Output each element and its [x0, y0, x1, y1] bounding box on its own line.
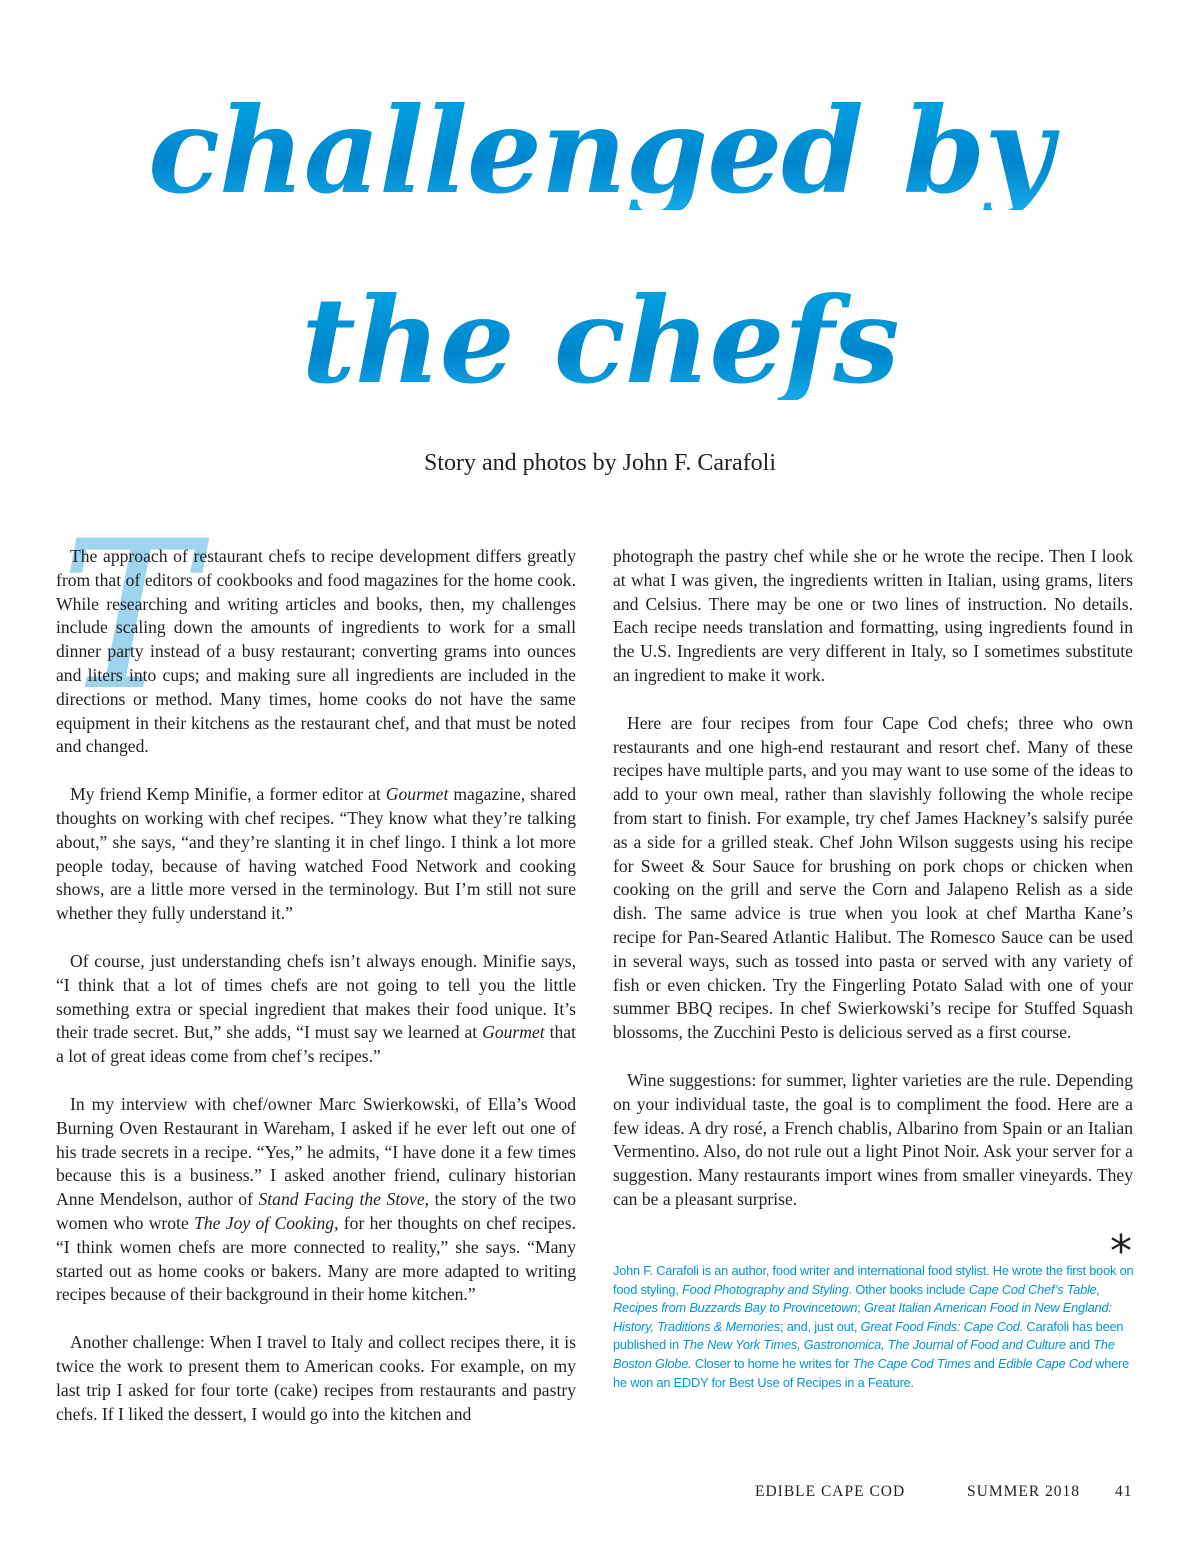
page-number: 41	[1115, 1483, 1133, 1500]
title-line-2: the chefs	[0, 282, 1200, 400]
paragraph: My friend Kemp Minifie, a former editor at Gourmet magazine, shared thoughts on working with chef recipes. “They know what they’re talking about,” she says, “and they’re slanting it in chef lingo. I think a lot more people today, because of having watched Food Network and cooking shows, are a little more versed in the terminology. But I’m still not sure whether they fully understand it.”	[56, 784, 576, 924]
paragraph: In my interview with chef/owner Marc Swierkowski, of Ella’s Wood Burning Oven Restaurant in Wareham, I asked if he ever left out one of his trade secrets in a recipe. “Yes,” he admits, “I have done it a few times because this is a business.” I asked another friend, culinary historian Anne Mendelson, author of Stand Facing the Stove, the story of the two women who wrote The Joy of Cooking, for her thoughts on chef recipes. “I think women chefs are more connected to reality,” she says. “Many started out as home cooks or bakers. Many are more adapted to writing recipes because of their background in their home kitchen.”	[56, 1093, 576, 1305]
byline: Story and photos by John F. Carafoli	[423, 450, 777, 476]
paragraph: Of course, just understanding chefs isn’t always enough. Minifie says, “I think that a lot of times chefs are not going to tell you the little something extra or special ingredient that makes their food unique. It’s their trade secret. But,” she adds, “I must say we learned at Gourmet that a lot of great ideas come from chef’s recipes.”	[56, 950, 576, 1067]
paragraph: Wine suggestions: for summer, lighter varieties are the rule. Depending on your individual taste, the goal is to compliment the food. Here are a few ideas. A dry rosé, a French chablis, Albarino from Spain or an Italian Vermentino. Also, do not rule out a light Pinot Noir. Ask your server for a suggestion. Many restaurants import wines from smaller vineyards. They can be a pleasant surprise.	[613, 1069, 1133, 1209]
page-footer	[755, 1483, 1133, 1501]
paragraph: photograph the pastry chef while she or he wrote the recipe. Then I look at what I was given, the ingredients written in Italian, using grams, liters and Celsius. There may be one or two lines of instruction. No details. Each recipe needs translation and formatting, using ingredients found in the U.S. Ingredients are very different in Italy, so I sometimes substitute an ingredient to make it work.	[613, 546, 1133, 685]
left-column	[56, 545, 576, 1450]
end-mark-icon: *	[1110, 1226, 1132, 1277]
right-column	[613, 545, 1133, 1236]
title-line-1: challenged by	[0, 92, 1200, 210]
paragraph: Here are four recipes from four Cape Cod chefs; three who own restaurants and one high-end restaurant and resort chef. Many of these recipes have multiple parts, and you may want to use some of the ideas to add to your own meal, rather than slavishly following the whole recipe from start to finish. For example, try chef James Hackney’s salsify purée as a side for a grilled steak. Chef John Wilson suggests using his recipe for Sweet & Sour Sauce for brushing on pork chops or chicken when cooking on the grill and serve the Corn and Jalapeno Relish as a side dish. The same advice is true when you look at chef Martha Kane’s recipe for Pan-Seared Atlantic Halibut. The Romesco Sauce can be used in several ways, such as tossed into pasta or served with any variety of fish or even chicken. Try the Fingerling Potato Salad with one of your summer BBQ recipes. In chef Swierkowski’s recipe for Stuffed Squash blossoms, the Zucchini Pesto is delicious served as a first course.	[613, 712, 1133, 1043]
footer-issue: SUMMER 2018	[967, 1483, 1081, 1500]
author-bio: John F. Carafoli is an author, food writer and international food stylist. He wrote the first book on food styling, Food Photography and Styling. Other books include Cape Cod Chef’s Table, Recipes from Buzzards Bay to Provincetown; Great Italian American Food in New England: History, Traditions & Memories; and, just out, Great Food Finds: Cape Cod. Carafoli has been published in The New York Times, Gastronomica, The Journal of Food and Culture and The Boston Globe. Closer to home he writes for The Cape Cod Times and Edible Cape Cod where he won an EDDY for Best Use of Recipes in a Feature.	[613, 1263, 1134, 1390]
paragraph: Another challenge: When I travel to Italy and collect recipes there, it is twice the work to present them to American cooks. For example, on my last trip I asked for four torte (cake) recipes from restaurants and pastry chefs. If I liked the dessert, I would go into the kitchen and	[56, 1332, 576, 1424]
drop-cap: T	[60, 498, 197, 736]
paragraph: The approach of restaurant chefs to recipe development differs greatly from that of editors of cookbooks and food magazines for the home cook. While researching and writing articles and books, then, my challenges include scaling down the amounts of ingredients to work for a small dinner party instead of a busy restaurant; converting grams into ounces and liters into cups; and making sure all ingredients are included in the directions or method. Many times, home cooks do not have the same equipment in their kitchens as the restaurant chef, and that must be noted and changed.	[56, 546, 576, 757]
footer-magazine: EDIBLE CAPE COD	[755, 1483, 906, 1500]
